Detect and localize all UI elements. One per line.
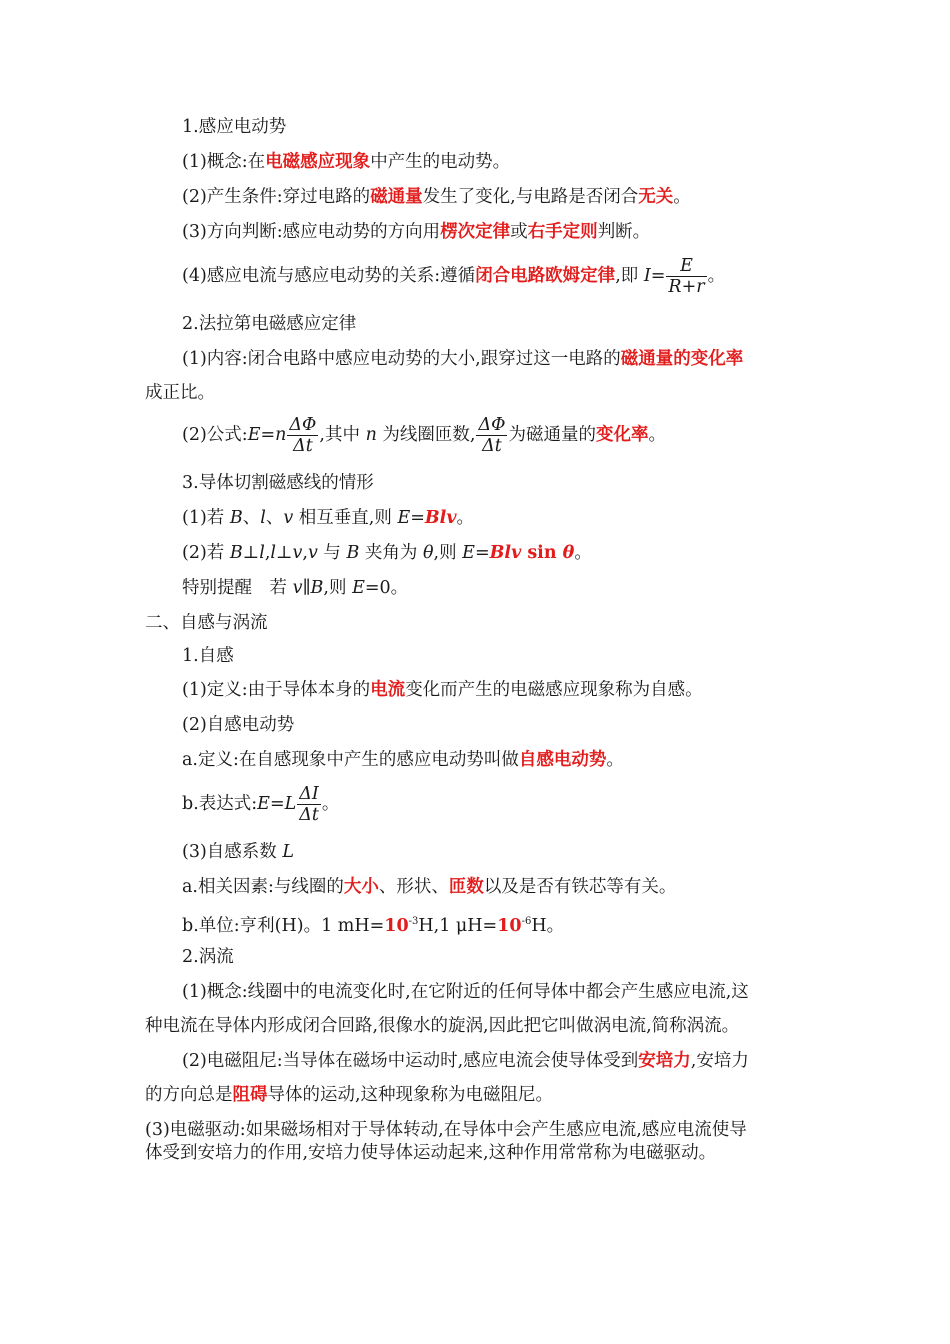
highlighted-term: Blv bbox=[424, 508, 457, 528]
text-run: 发生了变化,与电路是否闭合 bbox=[422, 187, 639, 207]
text-run: ,即 bbox=[615, 266, 644, 286]
text-run: (4)感应电流与感应电动势的关系:遵循 bbox=[182, 266, 476, 286]
text-run: b.单位:亨利(H)。1 mH= bbox=[182, 915, 385, 936]
numerator: ΔI bbox=[297, 784, 321, 805]
text-run: (2)若 bbox=[182, 543, 230, 563]
text-run: 。 bbox=[574, 543, 592, 563]
text-run: , bbox=[264, 543, 271, 563]
math-symbol: n bbox=[365, 425, 377, 445]
text-run: = bbox=[269, 794, 285, 814]
text-line bbox=[182, 415, 666, 456]
math-symbol: B bbox=[310, 578, 324, 598]
text-run: 的方向总是 bbox=[145, 1085, 233, 1105]
text-run: ,其中 bbox=[319, 425, 366, 445]
text-run: 体受到安培力的作用,安培力使导体运动起来,这种作用常常称为电磁驱动。 bbox=[145, 1143, 717, 1163]
text-run: 夹角为 bbox=[359, 543, 423, 563]
text-run: = bbox=[410, 508, 425, 528]
text-line bbox=[182, 507, 474, 529]
text-run: (3)方向判断:感应电动势的方向用 bbox=[182, 222, 441, 242]
text-run: 1.自感 bbox=[182, 646, 234, 666]
text-run: 成正比。 bbox=[145, 383, 215, 403]
highlighted-term: 电流 bbox=[370, 680, 406, 700]
numerator: ΔΦ bbox=[289, 415, 317, 435]
text-run: (1)内容:闭合电路中感应电动势的大小,跟穿过这一电路的 bbox=[182, 349, 621, 369]
text-run: 、 bbox=[242, 508, 261, 528]
text-run: 2.涡流 bbox=[182, 947, 234, 967]
text-line bbox=[182, 348, 743, 370]
highlighted-term: Blv bbox=[489, 543, 522, 563]
math-symbol: B bbox=[229, 543, 243, 563]
text-run: ,则 bbox=[433, 543, 463, 563]
text-run: H。 bbox=[531, 915, 565, 936]
text-run: 二、自感与涡流 bbox=[145, 613, 268, 633]
text-run: = bbox=[260, 425, 276, 445]
text-line bbox=[182, 313, 356, 335]
text-run: 。 bbox=[321, 794, 340, 814]
denominator: R+r bbox=[668, 277, 705, 297]
text-run: ,则 bbox=[323, 578, 353, 598]
text-line bbox=[145, 1015, 739, 1037]
text-run: 。 bbox=[456, 508, 474, 528]
highlighted-term: 闭合电路欧姆定律 bbox=[475, 266, 616, 286]
superscript: -6 bbox=[521, 916, 532, 927]
text-run: 。 bbox=[707, 266, 726, 286]
text-run: 以及是否有铁芯等有关。 bbox=[483, 877, 677, 897]
highlighted-term: 大小 bbox=[343, 877, 379, 897]
text-run: =0。 bbox=[364, 578, 409, 598]
text-run: 1.感应电动势 bbox=[182, 117, 287, 137]
text-run: ,安培力 bbox=[690, 1051, 749, 1071]
text-run: ⊥ bbox=[242, 543, 260, 563]
fraction bbox=[297, 784, 321, 825]
text-run: = bbox=[650, 266, 666, 286]
text-line bbox=[182, 749, 624, 771]
fraction bbox=[287, 415, 318, 456]
highlighted-term: 变化率 bbox=[595, 425, 649, 445]
text-run: 相互垂直,则 bbox=[293, 508, 398, 528]
highlighted-term: 楞次定律 bbox=[440, 222, 511, 242]
highlighted-term: 磁通量的变化率 bbox=[620, 349, 744, 369]
text-run: (1)概念:线圈中的电流变化时,在它附近的任何导体中都会产生感应电流,这 bbox=[182, 982, 749, 1002]
math-symbol: L bbox=[284, 794, 297, 814]
highlighted-term: 无关 bbox=[638, 187, 674, 207]
math-symbol: E bbox=[257, 794, 270, 814]
text-run: 或 bbox=[510, 222, 528, 242]
text-run: 、 bbox=[265, 508, 284, 528]
text-line bbox=[182, 472, 374, 494]
text-line bbox=[182, 151, 510, 173]
text-run: 。 bbox=[673, 187, 691, 207]
math-symbol: θ bbox=[422, 543, 434, 563]
denominator: Δt bbox=[293, 436, 313, 456]
numerator: ΔΦ bbox=[478, 415, 506, 435]
text-run: b.表达式: bbox=[182, 794, 258, 814]
text-run: a.定义:在自感现象中产生的感应电动势叫做 bbox=[182, 750, 519, 770]
math-symbol: l bbox=[270, 543, 276, 563]
text-line bbox=[182, 946, 234, 968]
highlighted-term: 匝数 bbox=[448, 877, 484, 897]
text-run: a.相关因素:与线圈的 bbox=[182, 877, 344, 897]
text-line bbox=[182, 645, 234, 667]
highlighted-term: 10 bbox=[384, 915, 409, 936]
math-symbol: E bbox=[247, 425, 261, 445]
text-run: (2)电磁阻尼:当导体在磁场中运动时,感应电流会使导体受到 bbox=[182, 1051, 639, 1071]
text-run: (2)产生条件:穿过电路的 bbox=[182, 187, 371, 207]
highlighted-term: 安培力 bbox=[638, 1051, 691, 1071]
fraction bbox=[476, 415, 507, 456]
text-run: (2)自感电动势 bbox=[182, 715, 295, 735]
text-line bbox=[182, 577, 408, 599]
text-run: 。 bbox=[606, 750, 624, 770]
text-run: (1)定义:由于导体本身的 bbox=[182, 680, 371, 700]
text-line bbox=[182, 876, 676, 898]
text-run: H,1 μH= bbox=[418, 915, 498, 936]
text-line bbox=[182, 981, 749, 1003]
text-line bbox=[182, 911, 564, 937]
text-run: ∥ bbox=[302, 578, 311, 598]
text-run: 变化而产生的电磁感应现象称为自感。 bbox=[405, 680, 703, 700]
highlighted-term: sin bbox=[521, 543, 563, 563]
math-symbol: L bbox=[282, 842, 294, 862]
numerator: E bbox=[666, 256, 706, 277]
math-symbol: B bbox=[229, 508, 243, 528]
highlighted-term: 自感电动势 bbox=[518, 750, 607, 770]
math-symbol: E bbox=[397, 508, 411, 528]
text-run: (3)自感系数 bbox=[182, 842, 283, 862]
text-run: 与 bbox=[317, 543, 347, 563]
text-line bbox=[182, 116, 286, 138]
text-run: 2.法拉第电磁感应定律 bbox=[182, 314, 357, 334]
text-run: ⊥ bbox=[276, 543, 293, 563]
text-line bbox=[182, 221, 650, 243]
text-line bbox=[145, 1084, 553, 1106]
highlighted-term: 右手定则 bbox=[527, 222, 598, 242]
text-line bbox=[182, 784, 339, 825]
text-run: (1)若 bbox=[182, 508, 230, 528]
text-run: 为磁通量的 bbox=[508, 425, 596, 445]
math-symbol: I bbox=[643, 266, 651, 286]
text-line bbox=[145, 1143, 716, 1163]
text-run: (1)概念:在 bbox=[182, 152, 266, 172]
math-symbol: v bbox=[292, 543, 303, 563]
highlighted-term: 10 bbox=[497, 915, 522, 936]
text-line bbox=[145, 612, 268, 634]
text-run: 。 bbox=[648, 425, 666, 445]
math-symbol: n bbox=[275, 425, 287, 445]
math-symbol: v bbox=[292, 578, 303, 598]
text-run: , bbox=[302, 543, 308, 563]
text-run: (2)公式: bbox=[182, 425, 248, 445]
denominator: Δt bbox=[482, 436, 502, 456]
math-symbol: E bbox=[352, 578, 365, 598]
math-symbol: l bbox=[259, 543, 265, 563]
text-line bbox=[145, 382, 215, 404]
text-line bbox=[182, 542, 592, 564]
text-run: 种电流在导体内形成闭合回路,很像水的旋涡,因此把它叫做涡电流,简称涡流。 bbox=[145, 1016, 740, 1036]
text-run: 为线圈匝数, bbox=[376, 425, 476, 445]
text-line bbox=[182, 714, 294, 736]
math-symbol: v bbox=[283, 508, 294, 528]
text-line bbox=[145, 1120, 747, 1140]
highlighted-term: 阻碍 bbox=[232, 1085, 268, 1105]
text-run: (3)电磁驱动:如果磁场相对于导体转动,在导体中会产生感应电流,感应电流使导 bbox=[145, 1120, 747, 1140]
text-run: 判断。 bbox=[597, 222, 651, 242]
highlighted-term: 电磁感应现象 bbox=[265, 152, 371, 172]
text-line bbox=[182, 186, 691, 208]
highlighted-term: 磁通量 bbox=[370, 187, 423, 207]
text-run: 中产生的电动势。 bbox=[370, 152, 511, 172]
text-line bbox=[182, 256, 725, 297]
superscript: -3 bbox=[408, 916, 419, 927]
math-symbol: v bbox=[307, 543, 318, 563]
text-run: = bbox=[474, 543, 490, 563]
denominator: Δt bbox=[299, 805, 319, 825]
text-run: 3.导体切割磁感线的情形 bbox=[182, 473, 374, 493]
math-symbol: E bbox=[462, 543, 475, 563]
highlighted-term: θ bbox=[562, 543, 575, 563]
math-symbol: B bbox=[346, 543, 360, 563]
fraction bbox=[666, 256, 706, 297]
text-run: 特别提醒 若 bbox=[182, 578, 293, 598]
text-run: 导体的运动,这种现象称为电磁阻尼。 bbox=[267, 1085, 554, 1105]
text-run: 、形状、 bbox=[378, 877, 449, 897]
text-line bbox=[182, 679, 703, 701]
text-line bbox=[182, 841, 294, 863]
math-symbol: l bbox=[260, 508, 266, 528]
text-line bbox=[182, 1050, 749, 1072]
